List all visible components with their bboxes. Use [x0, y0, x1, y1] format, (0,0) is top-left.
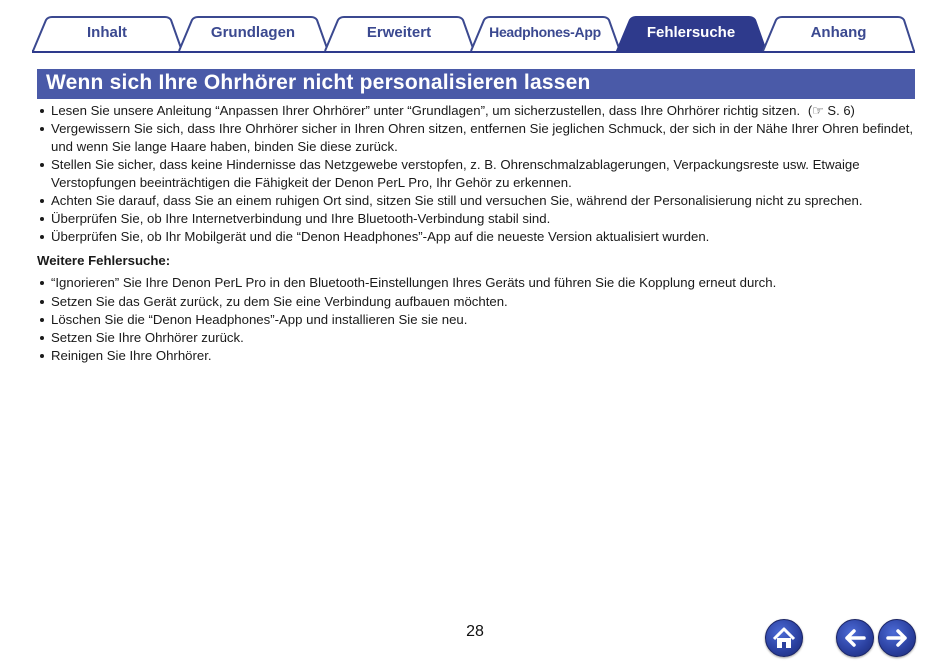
back-button[interactable]: [836, 619, 874, 657]
section-title-bar: [37, 69, 915, 99]
list-item: [37, 102, 915, 120]
list-item: Überprüfen Sie, ob Ihre Internetverbindung und Ihre Bluetooth-Verbindung stabil sind.: [37, 210, 915, 228]
list-item-text: Lesen Sie unsere Anleitung “Anpassen Ihrer Ohrhörer” unter “Grundlagen”, um sicherzustellen, dass Ihre Ohrhörer richtig sitzen.: [51, 103, 801, 118]
tab-bar: [32, 16, 915, 54]
tab-inhalt[interactable]: [32, 16, 182, 52]
tab-label: Inhalt: [87, 24, 127, 41]
list-item: Achten Sie darauf, dass Sie an einem ruhigen Ort sind, sitzen Sie still und versuchen Sie, während der Personalisierung nicht zu sprechen.: [37, 192, 915, 210]
pointing-hand-icon[interactable]: (☞ S. 6): [807, 103, 855, 118]
list-item: Überprüfen Sie, ob Ihr Mobilgerät und die “Denon Headphones”-App auf die neueste Version aktualisiert wurden.: [37, 228, 915, 246]
list-item: Stellen Sie sicher, dass keine Hindernisse das Netzgewebe verstopfen, z. B. Ohrenschmalzablagerungen, Verpackungsreste usw. Etwaige Verstopfungen beeinträchtigen die Fähigkeit der Denon PerL Pro, Ihr Gehör zu erkennen.: [37, 156, 915, 191]
home-icon: [766, 620, 802, 656]
list-item: Setzen Sie das Gerät zurück, zu dem Sie eine Verbindung aufbauen möchten.: [37, 293, 915, 311]
tab-label: Erweitert: [366, 24, 432, 41]
main-content: [37, 102, 915, 365]
tab-label: Anhang: [810, 24, 867, 41]
arrow-left-icon: [837, 620, 873, 656]
tab-erweitert[interactable]: [324, 16, 474, 52]
tab-label: Grundlagen: [210, 24, 296, 41]
tab-grundlagen[interactable]: [178, 16, 328, 52]
arrow-right-icon: [879, 620, 915, 656]
tab-label: Fehlersuche: [646, 24, 736, 41]
home-button[interactable]: [765, 619, 803, 657]
page-reference[interactable]: S. 6: [827, 103, 851, 118]
list-item: Löschen Sie die “Denon Headphones”-App und installieren Sie sie neu.: [37, 311, 915, 329]
list-item: “Ignorieren” Sie Ihre Denon PerL Pro in den Bluetooth-Einstellungen Ihres Geräts und führen Sie die Kopplung erneut durch.: [37, 274, 915, 292]
tab-anhang[interactable]: [762, 16, 915, 52]
main-bullet-list: [37, 102, 915, 246]
subheading: Weitere Fehlersuche:: [37, 252, 171, 268]
more-bullet-list: [37, 274, 915, 364]
forward-button[interactable]: [878, 619, 916, 657]
tab-label: Headphones-App: [489, 24, 601, 40]
page-number: 28: [466, 623, 484, 640]
list-item: Setzen Sie Ihre Ohrhörer zurück.: [37, 329, 915, 347]
page-title: Wenn sich Ihre Ohrhörer nicht personalisieren lassen: [46, 71, 591, 94]
tab-headphones-app[interactable]: [470, 16, 620, 52]
list-item: Vergewissern Sie sich, dass Ihre Ohrhörer sicher in Ihren Ohren sitzen, entfernen Sie jeglichen Schmuck, der sich in der Nähe Ihrer Ohren befindet, und wenn Sie lange Haare haben, binden Sie diese zurück.: [37, 120, 915, 155]
tab-fehlersuche[interactable]: [616, 16, 766, 52]
list-item: Reinigen Sie Ihre Ohrhörer.: [37, 347, 915, 365]
